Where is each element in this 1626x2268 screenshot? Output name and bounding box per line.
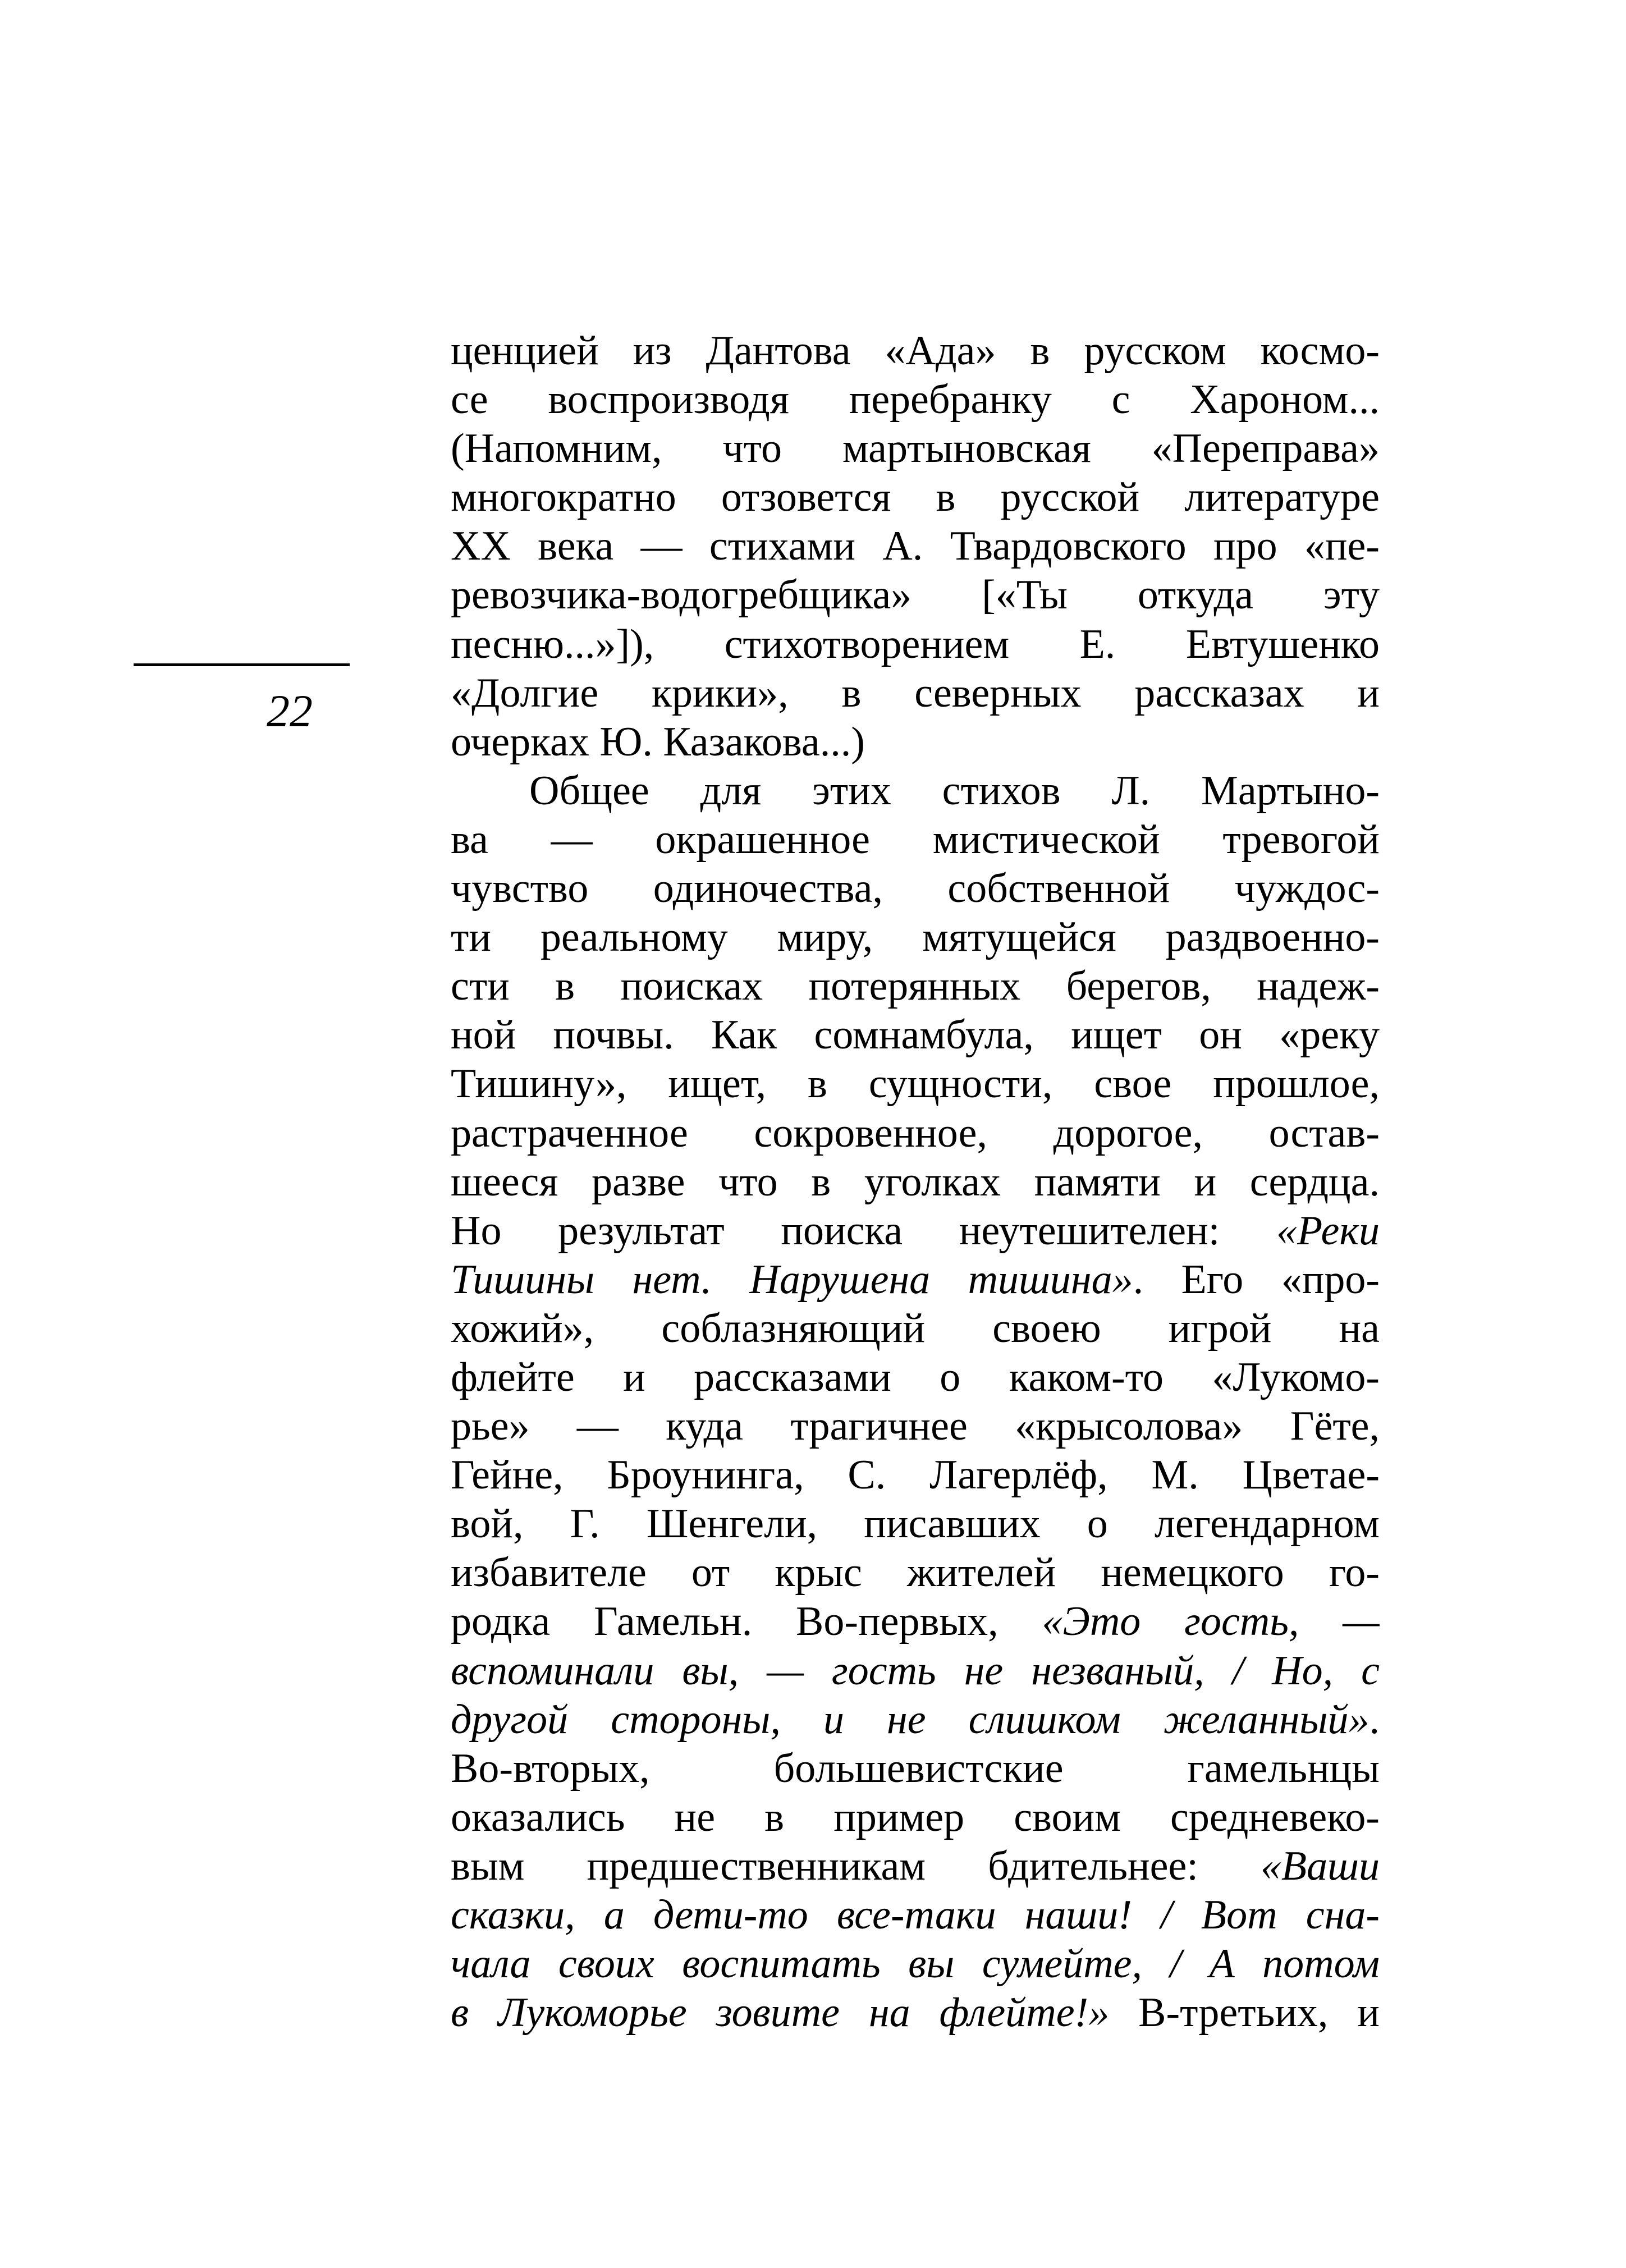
text-segment: ти реальному миру, мятущейся раздвоенно- [451, 914, 1380, 961]
text-segment: родка Гамельн. Во-первых, [451, 1598, 1042, 1645]
text-line [451, 1940, 1380, 1988]
text-line [451, 1158, 1380, 1207]
text-line [451, 1353, 1380, 1402]
body-text [451, 327, 1380, 2037]
text-segment: Во-вторых, большевистские гамельнцы [451, 1745, 1380, 1792]
text-segment: . [1369, 1696, 1380, 1743]
text-segment: растраченное сокровенное, дорогое, остав- [451, 1110, 1380, 1156]
text-line [451, 669, 1380, 718]
italic-quote: «Ваши [1260, 1843, 1380, 1889]
text-line [451, 815, 1380, 864]
text-segment: многократно отзовется в русской литературе [451, 474, 1380, 521]
text-segment: ценцией из Дантова «Ада» в русском космо- [451, 328, 1380, 374]
page-number: 22 [267, 685, 313, 736]
text-line [451, 327, 1380, 375]
text-segment: оказались не в пример своим средневеко- [451, 1794, 1380, 1840]
text-segment: чувство одиночества, собственной чуждос- [451, 865, 1380, 912]
text-segment: вым предшественникам бдительнее: [451, 1843, 1261, 1889]
text-segment: В-третьих, и [1109, 1990, 1380, 2036]
text-segment: Гейне, Броунинга, С. Лагерлёф, М. Цветае- [451, 1452, 1380, 1499]
italic-quote: вспоминали вы, — гость не незваный, / Но, с [451, 1647, 1380, 1694]
text-line [451, 1696, 1380, 1744]
text-line [451, 1744, 1380, 1793]
italic-quote: другой стороны, и не слишком желанный» [451, 1696, 1369, 1743]
text-segment: ревозчика-водогребщика» [«Ты откуда эту [451, 572, 1380, 618]
text-line [451, 1548, 1380, 1597]
text-line [451, 571, 1380, 620]
text-segment: избавителе от крыс жителей немецкого го- [451, 1550, 1380, 1596]
text-segment: «Долгие крики», в северных рассказах и [451, 670, 1380, 716]
text-line [451, 424, 1380, 473]
text-segment: се воспроизводя перебранку с Хароном... [451, 377, 1380, 423]
text-segment: . Его «про- [1133, 1256, 1380, 1303]
text-line [451, 1304, 1380, 1353]
text-line [451, 718, 1380, 767]
text-line [451, 1500, 1380, 1548]
text-line [451, 1597, 1380, 1646]
text-line [451, 1256, 1380, 1304]
text-line [451, 1842, 1380, 1891]
text-segment: Но результат поиска неутешителен: [451, 1207, 1276, 1254]
italic-quote: Тишины нет. Нарушена тишина» [451, 1256, 1133, 1303]
text-line [451, 1109, 1380, 1158]
text-line [451, 913, 1380, 962]
italic-quote: «Реки [1276, 1207, 1380, 1254]
text-segment: рье» — куда трагичнее «крысолова» Гёте, [451, 1403, 1380, 1450]
text-segment: ва — окрашенное мистической тревогой [451, 816, 1380, 863]
text-line [451, 962, 1380, 1011]
text-segment: Общее для этих стихов Л. Мартыно- [529, 767, 1380, 814]
text-line [451, 1647, 1380, 1696]
text-segment: вой, Г. Шенгели, писавших о легендарном [451, 1501, 1380, 1547]
text-line [451, 375, 1380, 424]
text-line [451, 864, 1380, 913]
text-segment: шееся разве что в уголках памяти и сердца. [451, 1158, 1380, 1205]
text-line [451, 473, 1380, 522]
text-line [451, 1891, 1380, 1940]
text-segment: сти в поисках потерянных берегов, надеж- [451, 963, 1380, 1010]
text-line [451, 1451, 1380, 1500]
text-line [451, 1207, 1380, 1256]
text-segment: Тишину», ищет, в сущности, свое прошлое, [451, 1061, 1380, 1107]
text-line [451, 767, 1380, 815]
text-line [451, 1988, 1380, 2037]
text-segment: очерках Ю. Казакова...) [451, 718, 865, 765]
italic-quote: «Это гость, — [1042, 1598, 1380, 1645]
italic-quote: в Лукоморье зовите на флейте!» [451, 1990, 1110, 2036]
text-line [451, 1011, 1380, 1060]
text-line [451, 620, 1380, 669]
text-segment: ной почвы. Как сомнамбула, ищет он «реку [451, 1012, 1380, 1059]
margin-rule [134, 663, 350, 666]
text-segment: флейте и рассказами о каком-то «Лукомо- [451, 1354, 1380, 1400]
text-segment: (Напомним, что мартыновская «Переправа» [451, 425, 1380, 472]
italic-quote: чала своих воспитать вы сумейте, / А потом [451, 1941, 1380, 1987]
text-line [451, 1060, 1380, 1108]
text-segment: песню...»]), стихотворением Е. Евтушенко [451, 621, 1380, 667]
italic-quote: сказки, а дети-то все-таки наши! / Вот сна- [451, 1892, 1380, 1938]
text-line [451, 522, 1380, 571]
text-segment: хожий», соблазняющий своею игрой на [451, 1305, 1380, 1351]
text-line [451, 1402, 1380, 1451]
text-segment: XX века — стихами А. Твардовского про «пе- [451, 523, 1380, 570]
text-line [451, 1793, 1380, 1842]
